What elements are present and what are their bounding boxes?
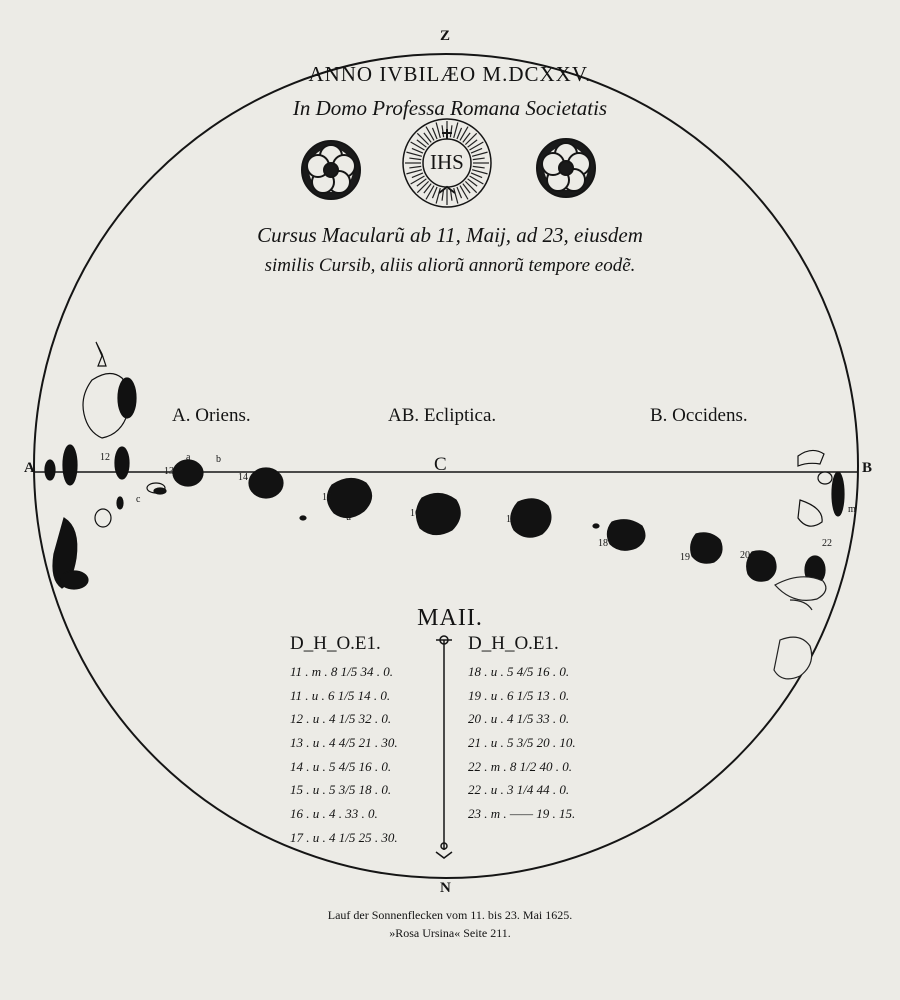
table-row: 12 . u . 4 1/5 32 . 0. bbox=[290, 711, 392, 727]
caption-line-2: similis Cursib, aliis aliorũ annorũ tempore eodẽ. bbox=[264, 255, 636, 276]
sunspot-17 bbox=[511, 499, 551, 537]
table-row: 23 . m . —— 19 . 15. bbox=[468, 806, 576, 822]
day-number: 13 bbox=[164, 466, 174, 477]
table-row: 11 . m . 8 1/5 34 . 0. bbox=[290, 664, 394, 679]
table-left-column bbox=[290, 660, 398, 850]
sunspot-track bbox=[154, 450, 844, 584]
zenith-letter: Z bbox=[440, 28, 451, 44]
month-title: MAII. bbox=[417, 605, 483, 631]
sunspot-19 bbox=[691, 533, 722, 563]
day-number: 15 bbox=[322, 492, 332, 503]
table-row: 21 . u . 5 3/5 20 . 10. bbox=[468, 735, 576, 751]
sunspot-13 bbox=[173, 460, 203, 486]
day-number: 17 bbox=[506, 514, 516, 525]
day-number: 12 bbox=[100, 452, 110, 463]
limb-spots-east bbox=[45, 342, 165, 589]
title-year: ANNO IVBILÆO M.DCXXV. bbox=[308, 62, 592, 86]
table-divider bbox=[436, 636, 452, 858]
table-row: 22 . u . 3 1/4 44 . 0. bbox=[468, 782, 570, 798]
spot-letter: u bbox=[346, 512, 351, 523]
label-occidens: B. Occidens. bbox=[650, 405, 748, 426]
point-c: C bbox=[434, 454, 447, 475]
day-number: 14 bbox=[238, 472, 248, 483]
day-number: 20 bbox=[740, 550, 750, 561]
emblem-label: IHS bbox=[430, 150, 464, 174]
footer-source: »Rosa Ursina« Seite 211. bbox=[389, 926, 511, 940]
table-header-right: D_H_O.E1. bbox=[468, 633, 559, 654]
day-number: 16 bbox=[410, 508, 420, 519]
table-row: 11 . u . 6 1/5 14 . 0. bbox=[290, 687, 391, 703]
sunspot-18 bbox=[607, 520, 644, 551]
spot-letter: c bbox=[136, 494, 141, 505]
table-row: 19 . u . 6 1/5 13 . 0. bbox=[468, 687, 570, 703]
table-row: 18 . u . 5 4/5 16 . 0. bbox=[468, 664, 570, 679]
sunspot-14 bbox=[249, 468, 283, 498]
nadir-letter: N bbox=[440, 880, 451, 896]
spot-letter: b bbox=[216, 454, 221, 465]
spot-letter: m bbox=[848, 504, 856, 515]
table-row: 22 . m . 8 1/2 40 . 0. bbox=[468, 758, 572, 774]
label-oriens: A. Oriens. bbox=[172, 405, 251, 426]
spot-letter: a bbox=[186, 452, 191, 463]
rose-left-icon bbox=[302, 141, 360, 199]
table-header-left: D_H_O.E1. bbox=[290, 633, 381, 654]
table-row: 14 . u . 5 4/5 16 . 0. bbox=[290, 758, 392, 774]
table-row: 20 . u . 4 1/5 33 . 0. bbox=[468, 711, 570, 727]
day-number: 22 bbox=[822, 538, 832, 549]
day-number: 19 bbox=[680, 552, 690, 563]
label-ecliptica: AB. Ecliptica. bbox=[388, 405, 497, 426]
point-b: B bbox=[862, 460, 873, 476]
sunspot-16 bbox=[416, 493, 460, 534]
day-number: 18 bbox=[598, 538, 608, 549]
table-row: 15 . u . 5 3/5 18 . 0. bbox=[290, 782, 392, 798]
table-right-column bbox=[468, 660, 576, 826]
sunspot-20 bbox=[747, 551, 776, 581]
table-row: 13 . u . 4 4/5 21 . 30. bbox=[290, 735, 398, 751]
point-a: A bbox=[24, 460, 35, 476]
caption-line-1: Cursus Macularũ ab 11, Maij, ad 23, eiusdem bbox=[257, 223, 643, 247]
table-row: 17 . u . 4 1/5 25 . 30. bbox=[290, 829, 398, 845]
title-location: In Domo Professa Romana Societatis bbox=[292, 96, 608, 120]
footer-caption: Lauf der Sonnenflecken vom 11. bis 23. Mai 1625. bbox=[327, 908, 573, 922]
rose-right-icon bbox=[537, 139, 595, 197]
table-row: 16 . u . 4 . 33 . 0. bbox=[290, 806, 378, 822]
